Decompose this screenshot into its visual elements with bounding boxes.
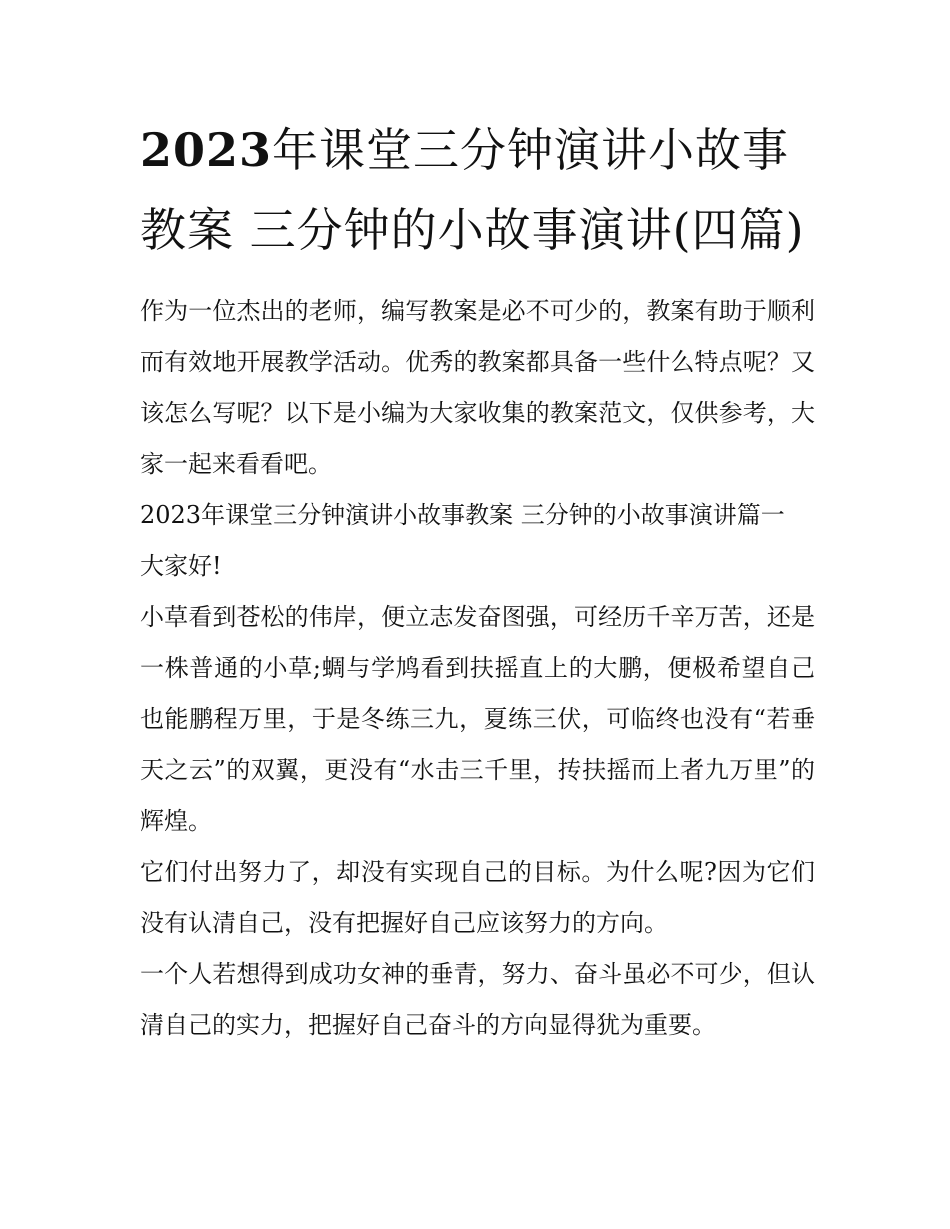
- body-paragraph: 小草看到苍松的伟岸，便立志发奋图强，可经历千辛万苦，还是一株普通的小草;蜩与学鸠看到扶摇直上的大鹏，便极希望自己也能鹏程万里，于是冬练三九，夏练三伏，可临终也没有“若垂天之云”的双翼，更没有“水击三千里，抟扶摇而上者九万里”的辉煌。: [140, 603, 815, 835]
- body-paragraph: 一个人若想得到成功女神的垂青，努力、奋斗虽必不可少，但认清自己的实力，把握好自己奋斗的方向显得犹为重要。: [140, 960, 815, 1039]
- greeting-paragraph: 大家好!: [140, 552, 222, 580]
- intro-paragraph: 作为一位杰出的老师，编写教案是必不可少的，教案有助于顺利而有效地开展教学活动。优秀的教案都具备一些什么特点呢？又该怎么写呢？以下是小编为大家收集的教案范文，仅供参考，大家一起来看看吧。: [140, 297, 815, 478]
- body-paragraph: 它们付出努力了，却没有实现自己的目标。为什么呢?因为它们没有认清自己，没有把握好自己应该努力的方向。: [140, 858, 815, 937]
- title-year: 2023: [140, 123, 273, 177]
- title-text: 年课堂三分钟演讲小故事教案 三分钟的小故事演讲(四篇): [140, 123, 805, 257]
- document-page: [140, 110, 815, 1051]
- section-heading: 2023年课堂三分钟演讲小故事教案 三分钟的小故事演讲篇一: [140, 501, 785, 529]
- document-title: [140, 110, 815, 270]
